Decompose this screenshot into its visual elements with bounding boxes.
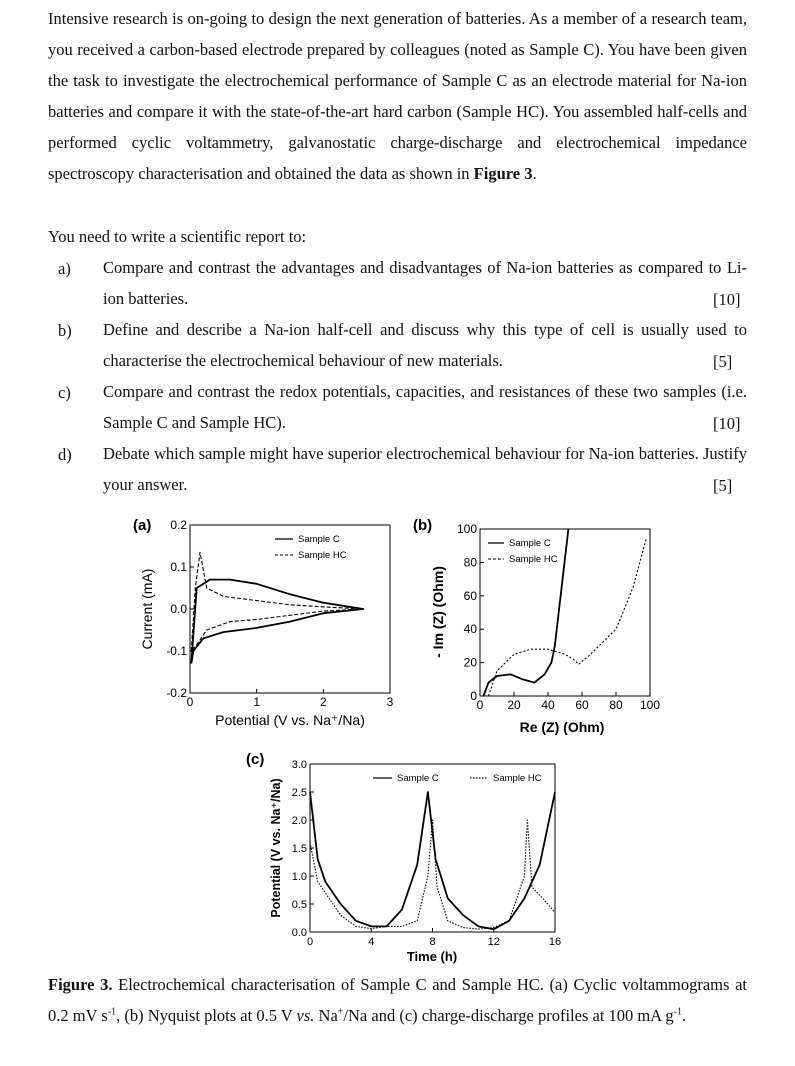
y-tick-label: -0.1 xyxy=(166,644,187,658)
caption-text-1: Electrochemical characterisation of Sample C and Sample HC. (a) Cyclic voltammograms at 0.2 mV s xyxy=(48,975,747,1025)
question-d-label: d) xyxy=(58,445,72,464)
nyquist-xlabel: Re (Z) (Ohm) xyxy=(519,719,605,735)
question-c-text: Compare and contrast the redox potentials, capacities, and resistances of these two samples (i.e. Sample C and Sample HC). xyxy=(103,382,747,432)
caption-label: Figure 3. xyxy=(48,975,113,994)
x-tick-label: 100 xyxy=(639,698,661,712)
caption-text-4: /Na and (c) charge-discharge profiles at 100 mA g xyxy=(343,1006,674,1025)
x-tick-label: 2 xyxy=(319,695,327,709)
figure-reference: Figure 3 xyxy=(473,164,533,183)
gcd-chart xyxy=(240,742,570,967)
caption-vs: vs. xyxy=(296,1006,315,1025)
question-b-label: b) xyxy=(58,321,72,340)
cv-series xyxy=(191,552,363,663)
question-a-label: a) xyxy=(58,259,71,278)
gcd-xlabel: Time (h) xyxy=(406,949,458,964)
legend-hc-label: Sample HC xyxy=(493,773,542,784)
cv-chart xyxy=(130,510,410,735)
legend-c-label: Sample C xyxy=(397,773,439,784)
caption-sup-3: -1 xyxy=(673,1006,682,1018)
cv-xlabel: Potential (V vs. Na⁺/Na) xyxy=(215,712,365,728)
caption-sup-2: + xyxy=(337,1006,344,1018)
series-line-sample-hc xyxy=(191,552,363,651)
caption-text-5: . xyxy=(681,1006,687,1025)
question-a-text: Compare and contrast the advantages and disadvantages of Na-ion batteries as compared to Li-ion batteries. xyxy=(103,258,747,308)
question-d-marks: [5] xyxy=(713,476,733,495)
y-tick-label: 60 xyxy=(463,588,477,603)
y-tick-label: 1.5 xyxy=(291,843,307,855)
x-tick-label: 0 xyxy=(476,698,484,712)
cv-axis xyxy=(166,518,393,709)
x-tick-label: 8 xyxy=(429,936,436,948)
intro-text: Intensive research is on-going to design the next generation of batteries. As a member of a research team, you received a carbon-based electrode prepared by colleagues (noted as Sample C). You have been given the task to investigate the electrochemical performance of Sample C as an electrode material for Na-ion batteries and compare it with the state-of-the-art hard carbon (Sample HC). You assembled half-cells and performed cyclic voltammetry, galvanostatic charge-discharge and electrochemical impedance spectroscopy characterisation and obtained the data as shown in xyxy=(48,9,747,183)
question-c-label: c) xyxy=(58,383,71,402)
x-tick-label: 20 xyxy=(507,698,521,712)
series-line-sample-c xyxy=(191,580,363,664)
series-line-sample-c xyxy=(310,792,555,929)
caption-text-2: , (b) Nyquist plots at 0.5 V xyxy=(116,1006,293,1025)
panel-a-tag: (a) xyxy=(133,517,152,534)
y-tick-label: 0.1 xyxy=(170,560,187,574)
nyquist-ylabel: - Im (Z) (Ohm) xyxy=(430,566,446,658)
panel-b-tag: (b) xyxy=(413,517,433,534)
question-d-text: Debate which sample might have superior electrochemical behaviour for Na-ion batteries. Justify your answer. xyxy=(103,444,747,494)
x-tick-label: 80 xyxy=(609,698,623,712)
x-tick-label: 4 xyxy=(368,936,375,948)
caption-sup-1: -1 xyxy=(107,1006,117,1018)
gcd-series xyxy=(310,792,555,929)
y-tick-label: 0.0 xyxy=(170,602,187,616)
question-a-marks: [10] xyxy=(713,290,741,309)
legend-hc-label: Sample HC xyxy=(298,550,347,561)
figure-caption xyxy=(48,969,747,1031)
x-tick-label: 3 xyxy=(386,695,394,709)
y-tick-label: 0.5 xyxy=(291,899,307,911)
x-tick-label: 16 xyxy=(548,936,562,948)
y-tick-label: 40 xyxy=(463,622,477,637)
panel-c-tag: (c) xyxy=(246,751,265,768)
cv-ylabel: Current (mA) xyxy=(139,568,155,650)
y-tick-label: 0 xyxy=(470,689,477,703)
question-b-marks: [5] xyxy=(713,352,733,371)
legend-hc-label: Sample HC xyxy=(509,554,558,565)
gcd-axis xyxy=(292,759,561,948)
y-tick-label: 2.5 xyxy=(291,787,307,799)
nyquist-chart xyxy=(410,510,670,740)
y-tick-label: 0.0 xyxy=(291,927,307,939)
nyquist-series xyxy=(483,529,646,696)
x-tick-label: 0 xyxy=(186,695,194,709)
y-tick-label: -0.2 xyxy=(166,686,187,700)
x-tick-label: 40 xyxy=(541,698,555,712)
x-tick-label: 0 xyxy=(306,936,314,948)
question-c-marks: [10] xyxy=(713,414,741,433)
intro-paragraph xyxy=(48,3,747,189)
y-tick-label: 3.0 xyxy=(291,759,307,771)
x-tick-label: 1 xyxy=(253,695,261,709)
y-tick-label: 2.0 xyxy=(291,815,307,827)
x-tick-label: 60 xyxy=(575,698,589,712)
gcd-ylabel: Potential (V vs. Na⁺/Na) xyxy=(269,778,283,918)
y-tick-label: 100 xyxy=(456,522,477,536)
legend-c-label: Sample C xyxy=(298,534,340,545)
legend-c-label: Sample C xyxy=(509,538,551,549)
task-intro: You need to write a scientific report to: xyxy=(48,227,307,246)
x-tick-label: 12 xyxy=(487,936,500,948)
caption-text-3: Na xyxy=(318,1006,338,1025)
y-tick-label: 20 xyxy=(463,655,477,670)
y-tick-label: 1.0 xyxy=(291,871,307,883)
question-b-text: Define and describe a Na-ion half-cell and discuss why this type of cell is usually used to characterise the electrochemical behaviour of new materials. xyxy=(103,320,747,370)
y-tick-label: 0.2 xyxy=(170,518,187,532)
intro-period: . xyxy=(532,164,537,183)
y-tick-label: 80 xyxy=(463,555,477,570)
